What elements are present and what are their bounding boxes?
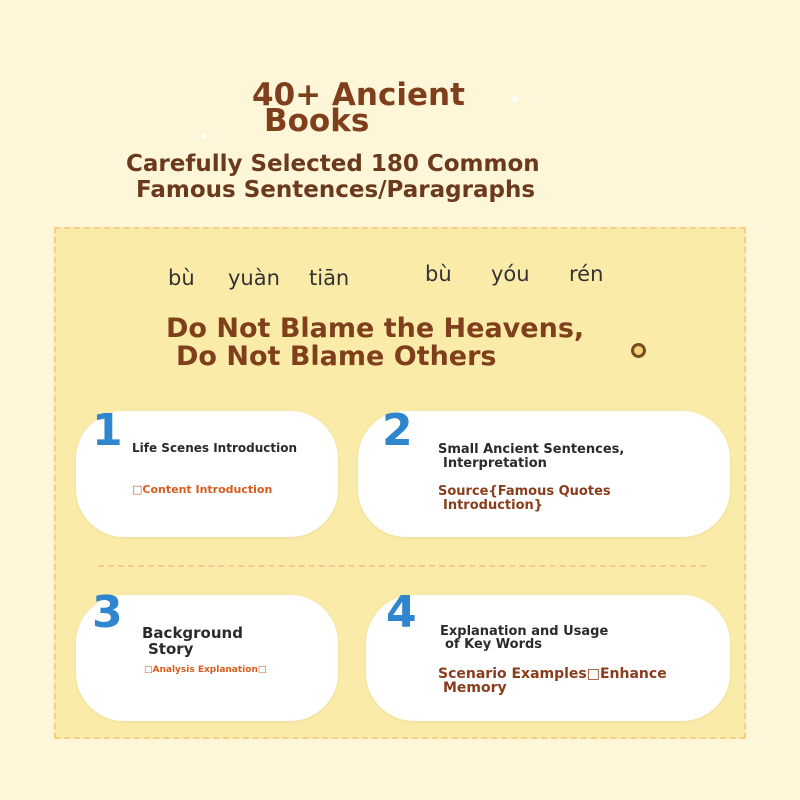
card-subtitle — [438, 667, 667, 695]
pinyin-syllable: yóu — [491, 262, 530, 286]
card-subtitle — [438, 485, 611, 513]
content-panel — [54, 227, 746, 739]
card-title-line: Background — [142, 624, 243, 642]
pinyin-syllable: rén — [569, 262, 604, 286]
card-subtitle-line: □Analysis Explanation□ — [144, 665, 267, 675]
feature-card-4 — [366, 587, 730, 721]
card-title — [132, 441, 297, 455]
page-title — [252, 77, 552, 139]
page-title-line-2: Books — [264, 103, 370, 139]
card-title — [438, 443, 624, 471]
card-title-line: of Key Words — [445, 637, 543, 652]
pinyin-syllable: yuàn — [228, 266, 280, 290]
featured-phrase-line-1: Do Not Blame the Heavens, — [166, 313, 585, 344]
ring-decoration — [631, 343, 646, 358]
card-title-line: Small Ancient Sentences, — [438, 442, 625, 457]
card-title-line: Explanation and Usage — [440, 624, 609, 639]
card-subtitle-line: Introduction} — [443, 498, 544, 513]
feature-card-3 — [76, 587, 338, 721]
card-title — [142, 625, 243, 657]
feature-card-1 — [76, 405, 338, 537]
card-number: 2 — [382, 405, 413, 456]
card-number: 1 — [92, 405, 123, 456]
sparkle-decoration — [201, 134, 206, 139]
page-subtitle-line-2: Famous Sentences/Paragraphs — [136, 177, 536, 203]
page-subtitle — [126, 151, 686, 203]
feature-card-2 — [358, 405, 730, 537]
card-title-line: Interpretation — [443, 456, 547, 471]
card-subtitle-line: Source{Famous Quotes — [438, 484, 611, 499]
card-title — [440, 625, 608, 651]
card-title-line: Story — [148, 640, 194, 658]
card-subtitle-line: Memory — [443, 680, 507, 696]
section-divider — [98, 565, 706, 567]
pinyin-syllable: bù — [425, 262, 452, 286]
card-number: 4 — [386, 587, 417, 638]
sparkle-decoration — [512, 96, 518, 102]
page-subtitle-line-1: Carefully Selected 180 Common — [126, 151, 540, 177]
card-subtitle — [144, 665, 266, 676]
card-number: 3 — [92, 587, 123, 638]
featured-phrase-line-2: Do Not Blame Others — [176, 341, 497, 372]
pinyin-syllable: tiān — [309, 266, 350, 290]
featured-phrase — [166, 315, 646, 371]
card-title-line: Life Scenes Introduction — [132, 441, 297, 455]
card-subtitle-line: Scenario Examples□Enhance — [438, 666, 667, 682]
page-title-line-1: 40+ Ancient — [252, 77, 465, 113]
card-subtitle — [132, 483, 272, 496]
card-subtitle-line: □Content Introduction — [132, 483, 273, 496]
pinyin-syllable: bù — [168, 266, 195, 290]
